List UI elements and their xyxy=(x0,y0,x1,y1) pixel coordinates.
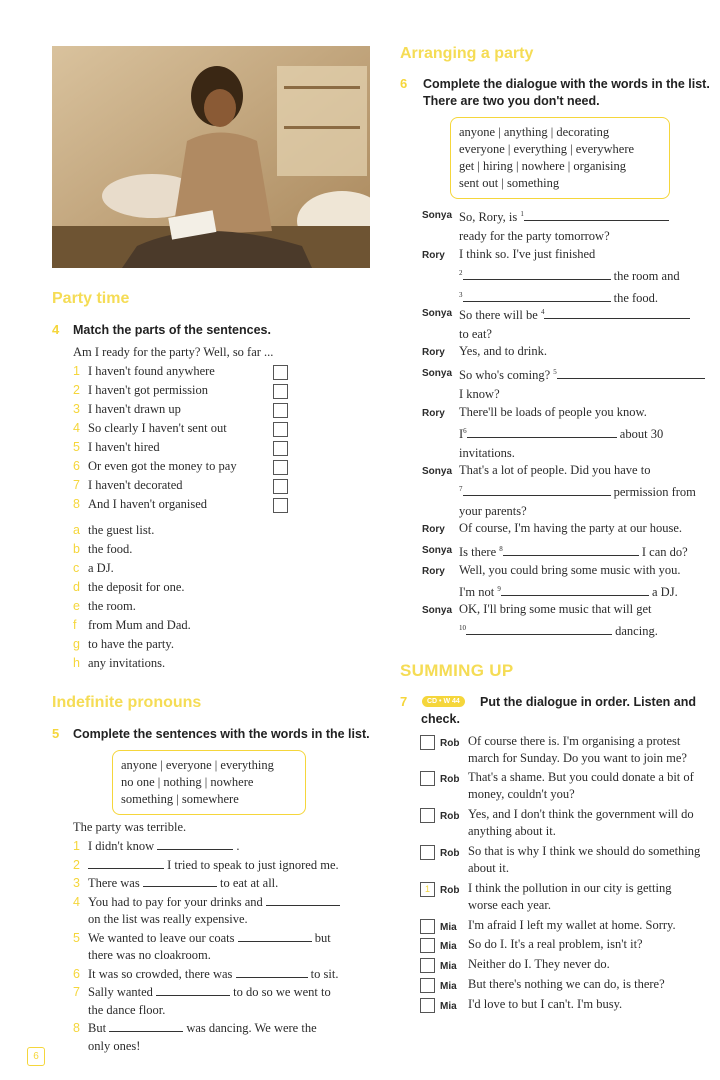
answer-blank[interactable] xyxy=(157,837,233,850)
order-box[interactable]: 1 xyxy=(420,882,435,897)
match-item: 1 I haven't found anywhere xyxy=(73,362,293,381)
dialogue-line: Sonya OK, I'll bring some music that will get $^{10}$ dancing. xyxy=(422,602,658,639)
ending-item: h any invitations. xyxy=(73,656,166,670)
ending-item: f from Mum and Dad. xyxy=(73,618,191,632)
order-box[interactable] xyxy=(420,845,435,860)
answer-box[interactable] xyxy=(273,498,288,513)
exercise-6 xyxy=(400,76,710,108)
answer-blank[interactable] xyxy=(463,483,611,496)
dialogue-line: Rory Well, you could bring some music with you. I'm not $^9$ a DJ. xyxy=(422,563,681,600)
sentence-item: 3 There was to eat at all. xyxy=(73,876,279,890)
sentence-item: 8 But was dancing. We were the xyxy=(73,1021,317,1035)
answer-box[interactable] xyxy=(273,403,288,418)
exercise-6-word-box: anyone | anything | decorating everyone | everything | everywhere get | hiring | nowhere | organising sent out | something xyxy=(450,117,670,199)
match-item: 8 And I haven't organised xyxy=(73,495,293,514)
order-box[interactable] xyxy=(420,998,435,1013)
answer-box[interactable] xyxy=(273,441,288,456)
indefinite-pronouns-title: Indefinite pronouns xyxy=(52,694,202,711)
exercise-5-lead: The party was terrible. xyxy=(73,820,187,834)
page-number: 6 xyxy=(27,1047,45,1066)
answer-blank[interactable] xyxy=(156,983,230,996)
match-item: 4 So clearly I haven't sent out xyxy=(73,419,293,438)
sentence-item: 4 You had to pay for your drinks and xyxy=(73,893,373,912)
ending-item: g to have the party. xyxy=(73,637,174,651)
exercise-7 xyxy=(400,694,710,726)
ending-item: e the room. xyxy=(73,599,136,613)
exercise-5-instruction: Complete the sentences with the words in the list. xyxy=(73,727,370,741)
dialogue-line: Rory There'll be loads of people you know. $I^6$ about 30 invitations. xyxy=(422,405,664,461)
dialogue-line: Sonya So there will be $^4$ to eat? xyxy=(422,303,712,341)
arranging-party-title: Arranging a party xyxy=(400,45,534,62)
dialogue-line: Rory Of course, I'm having the party at our house. xyxy=(422,521,683,535)
dialogue-line: Rory Yes, and to drink. xyxy=(422,344,547,358)
answer-blank[interactable] xyxy=(463,289,611,302)
dialogue-line: Rory I think so. I've just finished $^2$ the room and $^3$ the food. xyxy=(422,247,680,306)
sentence-item: 1 I didn't know . xyxy=(73,839,240,853)
exercise-7-instruction-2: check. xyxy=(421,712,460,726)
answer-blank[interactable] xyxy=(467,425,617,438)
exercise-6-instruction-1: Complete the dialogue with the words in the list. xyxy=(423,77,710,91)
answer-blank[interactable] xyxy=(466,622,612,635)
sentence-item: 7 Sally wanted to do so we went to xyxy=(73,985,331,999)
order-box[interactable] xyxy=(420,958,435,973)
answer-box[interactable] xyxy=(273,365,288,380)
answer-blank[interactable] xyxy=(88,856,164,869)
answer-blank[interactable] xyxy=(501,583,649,596)
answer-box[interactable] xyxy=(273,479,288,494)
dialogue-line: Sonya So who's coming? $^5$ I know? xyxy=(422,363,712,401)
order-box[interactable] xyxy=(420,735,435,750)
exercise-5 xyxy=(52,726,382,742)
order-box[interactable] xyxy=(420,978,435,993)
order-box[interactable] xyxy=(420,771,435,786)
answer-blank[interactable] xyxy=(544,306,690,319)
match-item: 2 I haven't got permission xyxy=(73,381,293,400)
dialogue-line: Sonya So, Rory, is $^1$ ready for the party tomorrow? xyxy=(422,205,712,243)
match-item: 7 I haven't decorated xyxy=(73,476,293,495)
dialogue-line: Sonya That's a lot of people. Did you have to $^7$ permission from your parents? xyxy=(422,463,696,519)
sentence-item: 6 It was so crowded, there was to sit. xyxy=(73,966,339,981)
answer-blank[interactable] xyxy=(109,1019,183,1032)
answer-blank[interactable] xyxy=(463,267,611,280)
ending-item: c a DJ. xyxy=(73,561,114,575)
answer-blank[interactable] xyxy=(143,874,217,887)
answer-blank[interactable] xyxy=(557,366,705,379)
exercise-4-number: 4 xyxy=(52,322,60,337)
answer-blank[interactable] xyxy=(266,893,340,906)
ending-item: d the deposit for one. xyxy=(73,580,185,594)
exercise-4 xyxy=(52,322,382,338)
exercise-4-items xyxy=(73,362,293,514)
ending-item: b the food. xyxy=(73,542,133,556)
answer-box[interactable] xyxy=(273,460,288,475)
match-item: 3 I haven't drawn up xyxy=(73,400,293,419)
order-box[interactable] xyxy=(420,938,435,953)
exercise-6-number: 6 xyxy=(400,76,408,91)
exercise-4-instruction: Match the parts of the sentences. xyxy=(73,323,271,337)
exercise-4-lead: Am I ready for the party? Well, so far ... xyxy=(73,345,274,359)
exercise-4-endings xyxy=(73,521,293,673)
exercise-5-items: 1 I didn't know . 2 I tried to speak to just ignored me. 3 There was to eat at all. 4 You had to pay for your drinks and on the list was really expensive. 5 We wanted to leave our coats but there was no cloakroom. 6 It was so crowded, there was to sit. 7 Sally wanted to do so we went to the dance floor. 8 But was dancing. We were the only ones! xyxy=(73,837,373,1055)
match-item: 6 Or even got the money to pay xyxy=(73,457,293,476)
exercise-5-number: 5 xyxy=(52,726,60,741)
order-box[interactable] xyxy=(420,919,435,934)
ending-item: a the guest list. xyxy=(73,523,155,537)
photo-illustration xyxy=(52,46,370,268)
match-item: 5 I haven't hired xyxy=(73,438,293,457)
answer-blank[interactable] xyxy=(236,965,308,978)
answer-box[interactable] xyxy=(273,422,288,437)
photo-girl-writing xyxy=(52,46,370,268)
answer-blank[interactable] xyxy=(503,543,639,556)
exercise-7-number: 7 xyxy=(400,694,408,709)
exercise-6-instruction-2: There are two you don't need. xyxy=(423,94,600,108)
sentence-item: 5 We wanted to leave our coats but xyxy=(73,930,331,945)
answer-blank[interactable] xyxy=(524,208,669,221)
summing-up-title: SUMMING UP xyxy=(400,661,514,680)
dialogue-line: Sonya Is there $^8$ I can do? xyxy=(422,545,688,560)
party-time-title: Party time xyxy=(52,290,130,307)
sentence-item: 2 I tried to speak to just ignored me. xyxy=(73,857,339,872)
answer-box[interactable] xyxy=(273,384,288,399)
exercise-7-instruction-1: Put the dialogue in order. Listen and xyxy=(480,695,696,709)
exercise-5-word-box: anyone | everyone | everything no one | nothing | nowhere something | somewhere xyxy=(112,750,306,815)
order-box[interactable] xyxy=(420,808,435,823)
audio-track-badge[interactable]: CD • W 44 xyxy=(422,696,465,707)
answer-blank[interactable] xyxy=(238,929,312,942)
